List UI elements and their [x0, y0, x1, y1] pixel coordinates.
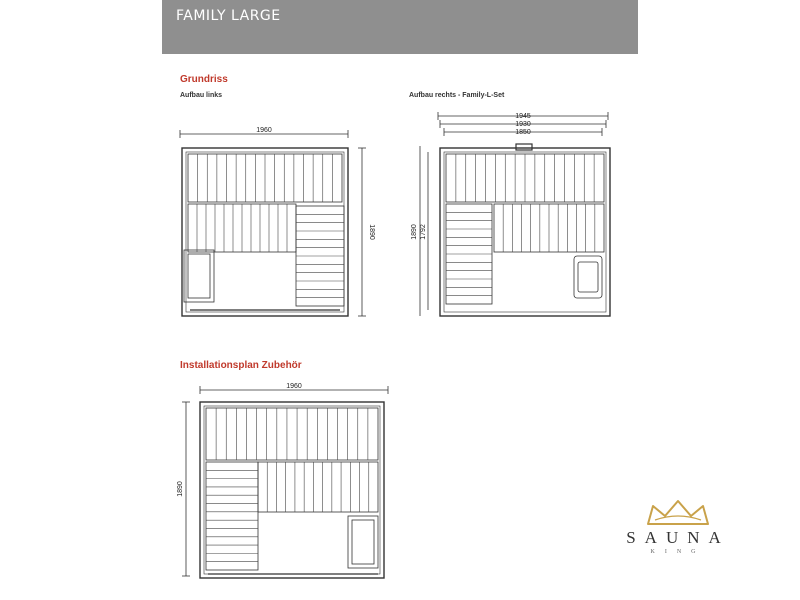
install-depth-dim: 1890 — [177, 481, 184, 497]
logo-subtitle: KING — [650, 549, 706, 555]
install-width-dim: 1960 — [286, 383, 302, 390]
plan-label-right: Aufbau rechts - Family-L-Set — [409, 92, 505, 99]
page-header — [162, 0, 638, 54]
logo-wordmark: SAUNA — [626, 528, 730, 547]
right-dim-top-3: 1850 — [515, 129, 531, 136]
section-title-grundriss: Grundriss — [180, 74, 228, 85]
left-depth-dim: 1890 — [368, 224, 375, 240]
right-dim-top-1: 1945 — [515, 113, 531, 120]
floor-plan-right — [408, 108, 628, 328]
plan-label-left: Aufbau links — [180, 92, 223, 99]
page-title: FAMILY LARGE — [176, 8, 281, 24]
right-dim-side-2: 1792 — [420, 224, 427, 240]
crown-icon — [643, 498, 713, 528]
right-dim-top-2: 1930 — [515, 121, 531, 128]
section-title-installation: Installationsplan Zubehör — [180, 360, 302, 371]
installation-plan — [178, 376, 398, 596]
sauna-king-logo — [608, 498, 748, 562]
floor-plan-left — [170, 120, 380, 330]
left-width-dim: 1960 — [256, 127, 272, 134]
right-dim-side-1: 1890 — [411, 224, 418, 240]
